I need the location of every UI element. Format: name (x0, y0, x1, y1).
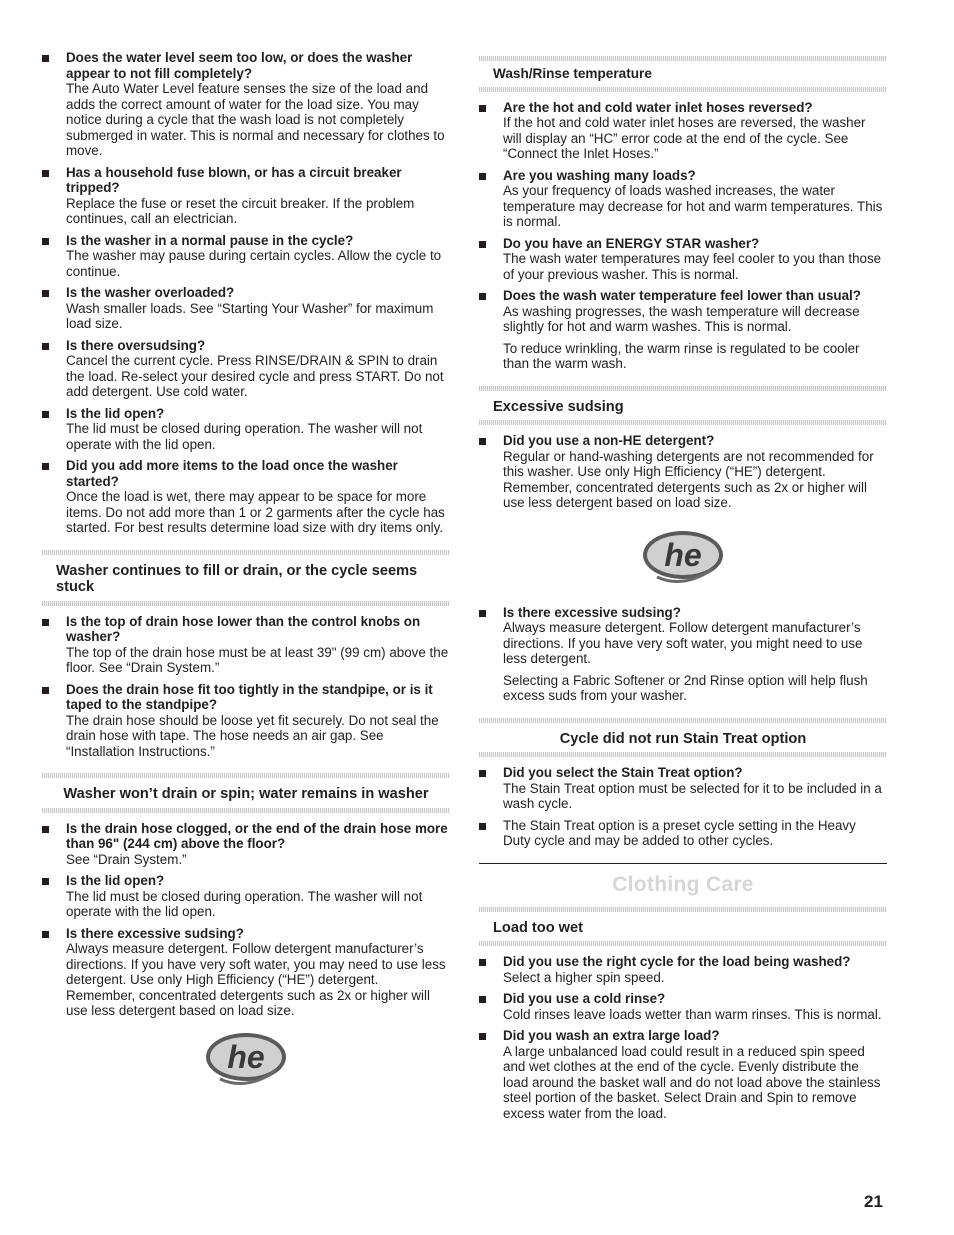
list-item (479, 168, 887, 230)
question: Did you select the Stain Treat option? (503, 765, 743, 780)
load-wet-list (479, 954, 887, 1121)
section-load-wet (479, 907, 887, 947)
question: Is there oversudsing? (66, 337, 206, 353)
section-excessive-sudsing (479, 386, 887, 426)
bullet-icon (42, 463, 49, 470)
section-title: Washer continues to fill or drain, or the cycle seems stuck (56, 562, 418, 595)
bullet-icon (479, 610, 486, 617)
answer: The wash water temperatures may feel cooler to you than those of your previous washer. This is normal. (503, 251, 882, 282)
bullet-icon (42, 687, 49, 694)
bullet-icon (479, 1033, 486, 1040)
question: Does the water level seem too low, or does the washer appear to not fill completely? (66, 50, 413, 81)
question: Did you use a non-HE detergent? (503, 433, 715, 448)
list-item (42, 873, 450, 920)
answer: Wash smaller loads. See “Starting Your Washer” for maximum load size. (66, 300, 434, 331)
bullet-icon (479, 770, 486, 777)
question: Does the drain hose fit too tightly in the standpipe, or is it taped to the standpipe? (66, 681, 433, 712)
list-item (479, 954, 887, 985)
bullet-icon (42, 343, 49, 350)
excessive-note: Selecting a Fabric Softener or 2nd Rinse option will help flush excess suds from your washer. (503, 672, 868, 703)
list-item (42, 458, 450, 536)
section-wont-drain (42, 773, 450, 813)
answer: As washing progresses, the wash temperature will decrease slightly for hot and warm washes. This is normal. (503, 303, 860, 334)
bullet-icon (479, 996, 486, 1003)
list-item (42, 614, 450, 676)
answer: Always measure detergent. Follow detergent manufacturer’s directions. If you have very soft water, you may need to use less detergent. Use only High Efficiency (“HE”) detergent. Remember, concentrated detergents such as 2x or higher will use less detergent based on load size. (66, 941, 446, 1018)
section-fill-drain (42, 550, 450, 606)
question: Is the lid open? (66, 405, 165, 421)
question: Is there excessive sudsing? (66, 925, 244, 941)
section-title: Cycle did not run Stain Treat option (559, 730, 807, 747)
list-item (42, 682, 450, 760)
list-item (42, 821, 450, 868)
question: Did you use a cold rinse? (503, 991, 666, 1006)
question: Is the washer overloaded? (66, 285, 235, 300)
section-rule (479, 752, 887, 757)
answer: Once the load is wet, there may appear to be space for more items. Do not add more than 1 or 2 garments after the cycle has started. For best results determine load size with dry items only. (66, 489, 445, 535)
svg-text:he: he (664, 536, 702, 573)
bullet-icon (479, 823, 486, 830)
answer: The washer may pause during certain cycles. Allow the cycle to continue. (66, 248, 442, 279)
question: Has a household fuse blown, or has a circuit breaker tripped? (66, 164, 402, 195)
water-fill-list (42, 50, 450, 536)
question: Did you wash an extra large load? (503, 1028, 720, 1043)
section-rule (42, 601, 450, 606)
list-item (479, 991, 887, 1022)
section-title: Load too wet (493, 919, 583, 936)
bullet-icon (42, 931, 49, 938)
question: Did you add more items to the load once the washer started? (66, 458, 398, 489)
svg-text:he: he (227, 1038, 265, 1075)
bullet-icon (479, 293, 486, 300)
bullet-icon (42, 826, 49, 833)
list-item (479, 433, 887, 511)
list-item (42, 406, 450, 453)
bullet-icon (42, 170, 49, 177)
page-number: 21 (864, 1192, 883, 1211)
bullet-icon (479, 438, 486, 445)
bullet-icon (42, 878, 49, 885)
answer: Always measure detergent. Follow detergent manufacturer’s directions. If you have very soft water, you might need to use less detergent. (503, 620, 863, 666)
question: Are the hot and cold water inlet hoses reversed? (503, 99, 813, 115)
answer: Select a higher spin speed. (503, 969, 665, 985)
list-item (42, 233, 450, 280)
bullet-icon (479, 105, 486, 112)
bullet-icon (42, 290, 49, 297)
answer: The Stain Treat option must be selected for it to be included in a wash cycle. (503, 780, 882, 811)
answer: Cancel the current cycle. Press RINSE/DRAIN & SPIN to drain the load. Re-select your desired cycle and press START. Do not add detergent. Use cold water. (66, 353, 444, 399)
he-logo-icon (198, 1027, 294, 1091)
answer: The drain hose should be loose yet fit securely. Do not seal the drain hose with tape. The hose needs an air gap. See “Installation Instructions.” (66, 712, 439, 759)
he-logo-icon (635, 525, 731, 589)
bullet-icon (42, 619, 49, 626)
question: Did you use the right cycle for the load being washed? (503, 954, 851, 969)
stain-list (479, 765, 887, 849)
clothing-care-header (479, 863, 887, 905)
list-item (42, 926, 450, 1019)
bullet-icon (42, 55, 49, 62)
question: Is the drain hose clogged, or the end of the drain hose more than 96" (244 cm) above the floor? (66, 820, 448, 851)
bullet-icon (479, 959, 486, 966)
bullet-icon (42, 238, 49, 245)
section-stain-treat (479, 718, 887, 758)
list-item (479, 605, 887, 667)
list-item (479, 765, 887, 812)
list-item (479, 100, 887, 162)
answer: See “Drain System.” (66, 851, 187, 867)
question: Are you washing many loads? (503, 167, 696, 183)
bullet-icon (479, 241, 486, 248)
answer: Cold rinses leave loads wetter than warm rinses. This is normal. (503, 1006, 882, 1022)
section-rule (479, 87, 887, 92)
answer: A large unbalanced load could result in a reduced spin speed and wet clothes at the end of the cycle. Evenly distribute the load around the basket wall and do not load above the stainless steel portion of the basket. Select Drain and Spin to remove excess water from the load. (503, 1043, 881, 1121)
section-rule (479, 941, 887, 946)
question: Is the washer in a normal pause in the cycle? (66, 232, 354, 248)
list-item (479, 1028, 887, 1121)
right-column (479, 50, 887, 1127)
question: Do you have an ENERGY STAR washer? (503, 235, 760, 251)
wont-drain-list (42, 821, 450, 1019)
answer: The lid must be closed during operation. The washer will not operate with the lid open. (66, 421, 423, 452)
left-column (42, 50, 450, 1105)
answer: If the hot and cold water inlet hoses are reversed, the washer will display an “HC” error code at the end of the cycle. See “Connect the Inlet Hoses.” (503, 115, 866, 161)
bullet-icon (479, 173, 486, 180)
question: Is there excessive sudsing? (503, 604, 681, 620)
section-wash-rinse (479, 56, 887, 92)
answer: The lid must be closed during operation. The washer will not operate with the lid open. (66, 888, 423, 919)
answer: As your frequency of loads washed increases, the water temperature may decrease for hot and warm temperatures. This is normal. (503, 183, 883, 229)
section-title: Excessive sudsing (493, 398, 624, 415)
wash-rinse-note: To reduce wrinkling, the warm rinse is regulated to be cooler than the warm wash. (503, 340, 860, 371)
question: Is the lid open? (66, 873, 165, 888)
list-item (42, 50, 450, 159)
section-rule (479, 420, 887, 425)
section-rule (42, 808, 450, 813)
fill-drain-list (42, 614, 450, 760)
bullet-icon (42, 411, 49, 418)
list-item (479, 818, 887, 849)
list-item (479, 236, 887, 283)
answer: Regular or hand-washing detergents are not recommended for this washer. Use only High Efficiency (“HE”) detergent. Remember, concentrated detergents such as 2x or higher will use less detergent based on load size. (503, 448, 874, 510)
list-item (42, 285, 450, 332)
excessive-list-1 (479, 433, 887, 511)
excessive-list-2 (479, 605, 887, 667)
list-item (42, 338, 450, 400)
list-item (42, 165, 450, 227)
question: Is the top of drain hose lower than the control knobs on washer? (66, 613, 421, 644)
section-title: Washer won’t drain or spin; water remains in washer (63, 786, 429, 802)
question: Does the wash water temperature feel lower than usual? (503, 288, 861, 303)
section-title: Wash/Rinse temperature (493, 66, 652, 81)
list-item (479, 288, 887, 335)
answer: Replace the fuse or reset the circuit breaker. If the problem continues, call an electrician. (66, 195, 415, 226)
answer: The Auto Water Level feature senses the size of the load and adds the correct amount of water for the load size. You may notice during a cycle that the wash load is not completely submerged in water. This is normal and necessary for clothes to move. (66, 81, 445, 158)
wash-rinse-list (479, 100, 887, 335)
list-item-text: The Stain Treat option is a preset cycle setting in the Heavy Duty cycle and may be added to other cycles. (503, 817, 856, 848)
clothing-care-title: Clothing Care (612, 872, 754, 896)
answer: The top of the drain hose must be at least 39" (99 cm) above the floor. See “Drain System.” (66, 644, 449, 675)
